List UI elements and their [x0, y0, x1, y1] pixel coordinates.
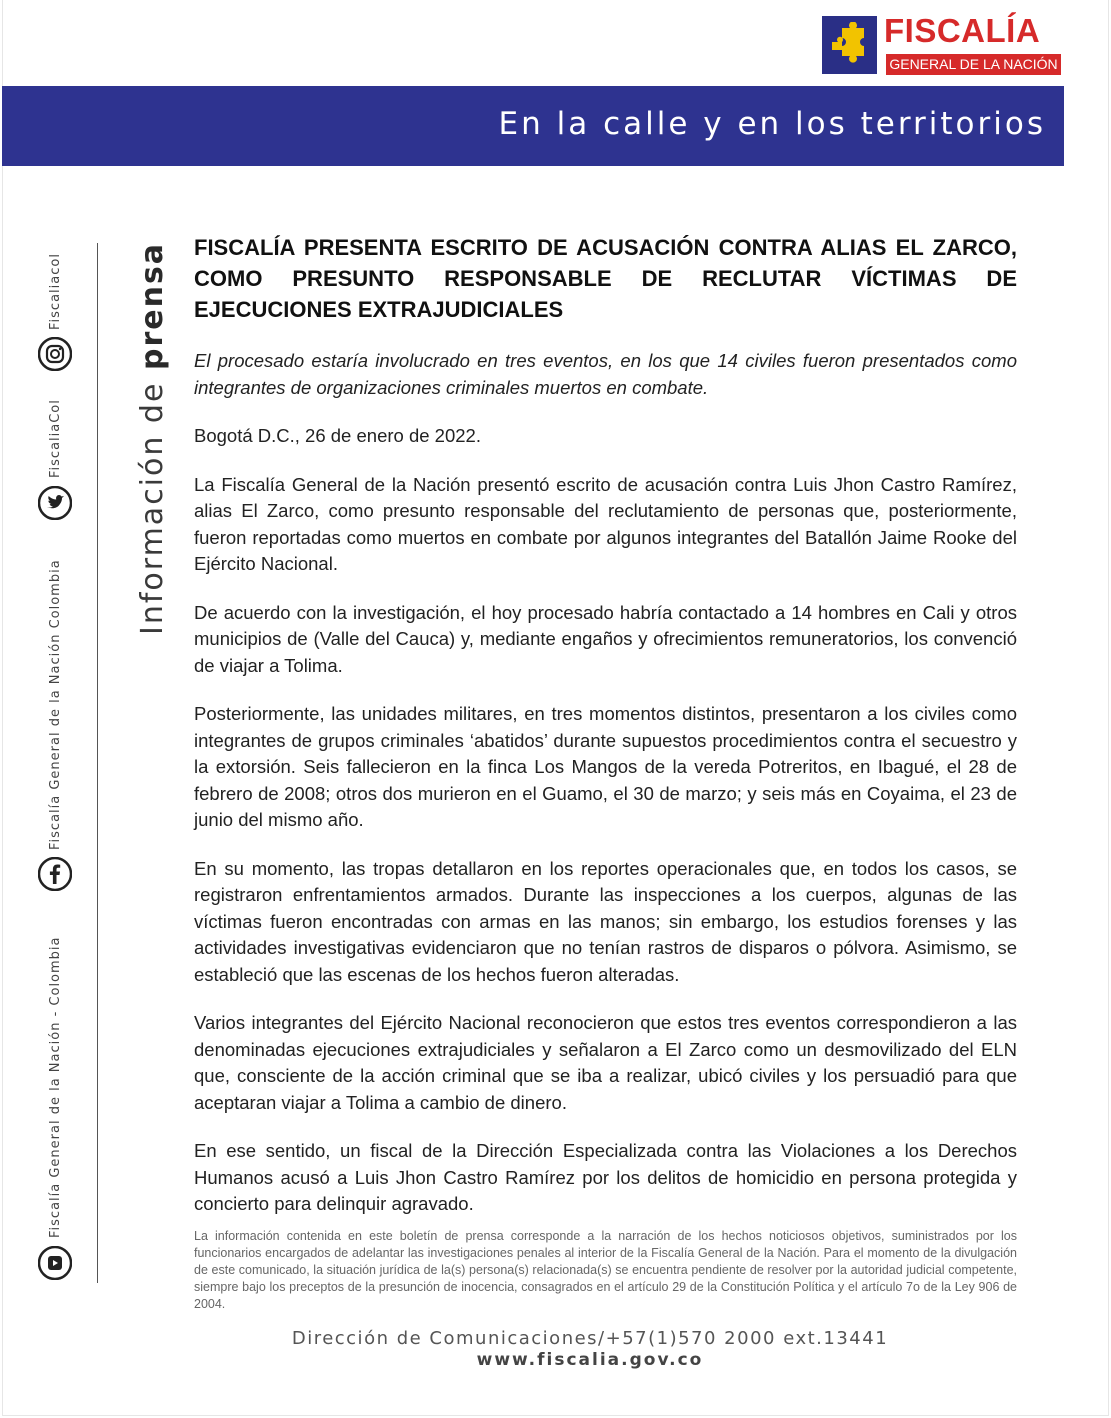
- footer-website-link[interactable]: www.fiscalia.gov.co: [476, 1350, 704, 1370]
- article-paragraph: En ese sentido, un fiscal de la Dirección Especializada contra las Violaciones a los Derechos Humanos acusó a Luis Jhon Castro Ramírez por los delitos de homicidio en persona protegida y concierto para delinquir agravado.: [194, 1140, 1017, 1214]
- banner-slogan: En la calle y en los territorios: [498, 106, 1046, 142]
- section-label: [118, 240, 170, 635]
- header-banner: [2, 86, 1064, 166]
- instagram-icon[interactable]: [38, 337, 72, 371]
- footer-contact: Dirección de Comunicaciones/+57(1)570 2000 ext.13441: [291, 1328, 889, 1349]
- article-paragraph: Posteriormente, las unidades militares, en tres momentos distintos, presentaron a los civiles como integrantes de grupos criminales ‘abatidos’ durante supuestos procedimientos contra el secuestro y la extorsión. Seis fallecieron en la finca Los Mangos de la vereda Potreritos, en Ibagué, el 28 de febrero de 2008; otros dos murieron en el Guamo, el 30 de marzo; y seis más en Coyaima, el 23 de junio del mismo año.: [194, 703, 1017, 830]
- article-paragraph: Varios integrantes del Ejército Nacional reconocieron que estos tres eventos correspondieron a las denominadas ejecuciones extrajudiciales y señalaron a El Zarco como un desmovilizado del ELN que, consciente de la acción criminal que se iba a realizar, ubicó civiles y los persuadió para que aceptaran viajar a Tolima a cambio de dinero.: [194, 1012, 1017, 1113]
- fiscalia-logo: [822, 14, 1064, 76]
- twitter-icon[interactable]: [38, 486, 72, 520]
- facebook-page: Fiscalía General de la Nación Colombia: [48, 559, 63, 850]
- article-lead: El procesado estaría involucrado en tres eventos, en los que 14 civiles fueron presentados como integrantes de organizaciones criminales muertos en combate.: [194, 350, 1017, 398]
- article-paragraph: De acuerdo con la investigación, el hoy procesado habría contactado a 14 hombres en Cali y otros municipios de (Valle del Cauca) y, mediante engaños y ofrecimientos remuneratorios, los convenció de viajar a Tolima.: [194, 601, 1017, 676]
- article-dateline: Bogotá D.C., 26 de enero de 2022.: [194, 425, 481, 446]
- twitter-handle: FiscaliaCol: [48, 399, 63, 478]
- side-divider: [97, 243, 98, 1283]
- article-paragraph: La Fiscalía General de la Nación presentó escrito de acusación contra Luis Jhon Castro Ramírez, alias El Zarco, como presunto responsable del reclutamiento de personas que, posteriormente, fueron reportadas como muertos en combate por algunos integrantes del Batallón Jaime Rooke del Ejército Nacional.: [194, 473, 1017, 574]
- puzzle-emblem-icon: [822, 16, 877, 74]
- youtube-icon[interactable]: [38, 1246, 72, 1280]
- facebook-icon[interactable]: [38, 857, 72, 891]
- logo-subtitle: GENERAL DE LA NACIÓN: [886, 54, 1061, 75]
- legal-disclaimer: La información contenida en este boletín de prensa corresponde a la narración de los hechos noticiosos objetivos, suministrados por los funcionarios encargados de adelantar las investigaciones penales al interior de la Fiscalía General de la Nación. Para el momento de la divulgación de este comunicado, la situación jurídica de la(s) persona(s) relacionada(s) se encuentra pendiente de resolver por la autoridad judicial competente, siempre bajo los preceptos de la presunción de inocencia, consagrados en el artículo 29 de la Constitución Política y el artículo 7o de la Ley 906 de 2004.: [194, 1229, 1017, 1311]
- section-label-bold: prensa: [135, 241, 170, 371]
- section-label-light: Información de: [135, 370, 170, 635]
- instagram-handle: Fiscaliacol: [48, 253, 63, 330]
- article: [194, 232, 1017, 1218]
- youtube-channel: Fiscalía General de la Nación - Colombia: [48, 936, 63, 1238]
- article-headline: FISCALÍA PRESENTA ESCRITO DE ACUSACIÓN CONTRA ALIAS EL ZARCO, COMO PRESUNTO RESPONSABLE DE RECLUTAR VÍCTIMAS DE EJECUCIONES EXTRAJUDICIALES: [194, 235, 1017, 322]
- logo-title: FISCALÍA: [884, 12, 1041, 49]
- article-paragraph: En su momento, las tropas detallaron en los reportes operacionales que, en todos los casos, se registraron enfrentamientos armados. Durante las inspecciones a los cuerpos, algunas de las víctimas fueron encontradas con armas en las manos; sin embargo, los estudios forenses y las actividades investigativas evidenciaron que no tenían rastros de disparos o pólvora. Asimismo, se estableció que las escenas de los hechos fueron alteradas.: [194, 857, 1017, 985]
